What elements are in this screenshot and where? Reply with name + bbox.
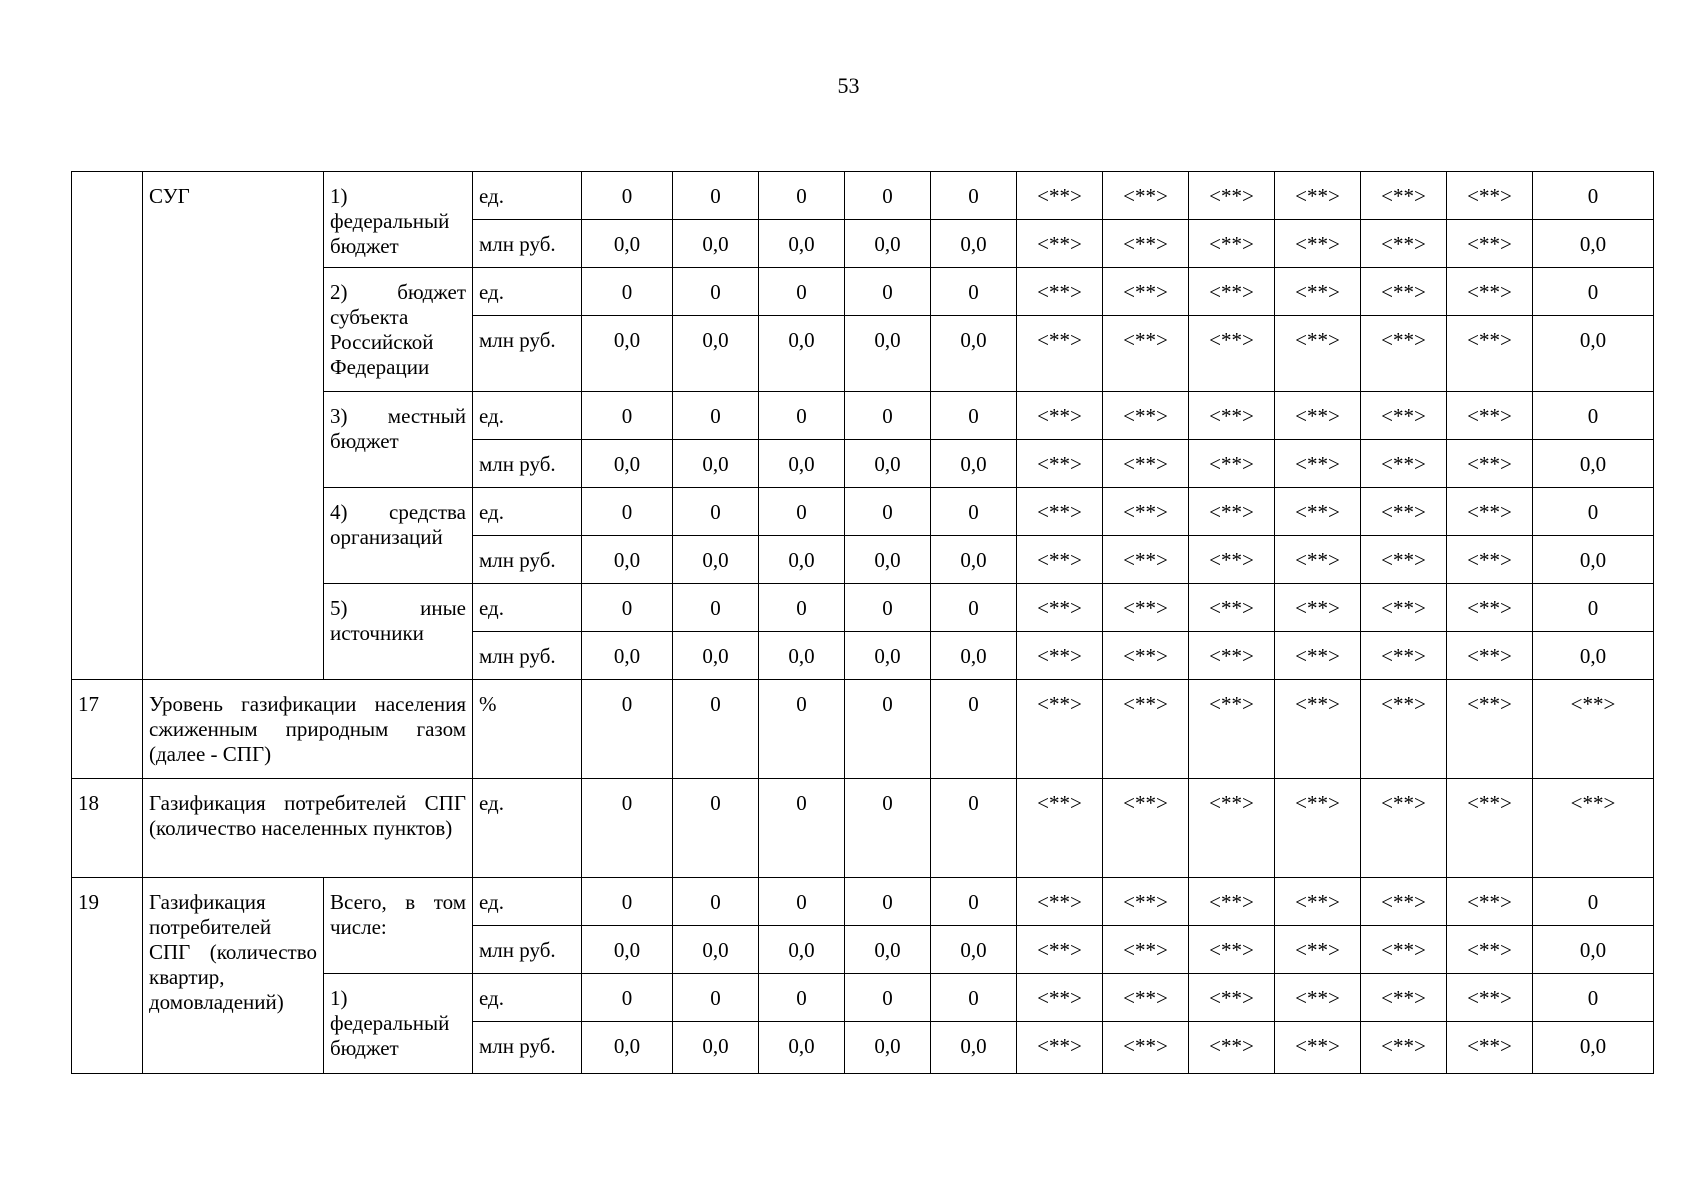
unit-cell: ед. — [473, 779, 582, 878]
value-cell: <**> — [1275, 584, 1361, 632]
value-cell: 0,0 — [845, 632, 931, 680]
value-cell: 0,0 — [931, 1022, 1017, 1074]
value-cell: 0,0 — [845, 536, 931, 584]
value-cell: 0 — [931, 779, 1017, 878]
value-cell: 0 — [845, 268, 931, 316]
indicator-table — [71, 171, 1654, 1074]
value-cell: <**> — [1017, 172, 1103, 220]
value-cell: <**> — [1103, 316, 1189, 392]
value-cell: 0 — [673, 779, 759, 878]
value-cell: <**> — [1017, 878, 1103, 926]
unit-cell: ед. — [473, 488, 582, 536]
value-cell: 0,0 — [845, 926, 931, 974]
value-cell: <**> — [1533, 779, 1654, 878]
value-cell: 0 — [759, 779, 845, 878]
value-cell: <**> — [1447, 392, 1533, 440]
value-cell: 0,0 — [582, 440, 673, 488]
value-cell: <**> — [1447, 268, 1533, 316]
value-cell: <**> — [1103, 172, 1189, 220]
value-cell: 0 — [582, 584, 673, 632]
value-cell: <**> — [1447, 926, 1533, 974]
value-cell: <**> — [1275, 392, 1361, 440]
value-cell: 0,0 — [931, 632, 1017, 680]
value-cell: <**> — [1189, 632, 1275, 680]
value-cell: 0 — [582, 779, 673, 878]
unit-cell: млн руб. — [473, 926, 582, 974]
value-cell: 0,0 — [1533, 220, 1654, 268]
value-cell: 0 — [673, 878, 759, 926]
value-cell: 0,0 — [1533, 316, 1654, 392]
unit-cell: млн руб. — [473, 632, 582, 680]
value-cell: 0,0 — [582, 536, 673, 584]
value-cell: <**> — [1189, 779, 1275, 878]
value-cell: 0,0 — [759, 440, 845, 488]
value-cell: <**> — [1447, 172, 1533, 220]
value-cell: 0,0 — [759, 220, 845, 268]
unit-cell: млн руб. — [473, 316, 582, 392]
value-cell: <**> — [1361, 632, 1447, 680]
value-cell: <**> — [1275, 878, 1361, 926]
value-cell: <**> — [1189, 1022, 1275, 1074]
value-cell: 0 — [845, 392, 931, 440]
value-cell: <**> — [1275, 926, 1361, 974]
value-cell: 0,0 — [759, 926, 845, 974]
indicator-name-cell: Газификация потребителей СПГ (количество населенных пунктов) — [143, 779, 473, 878]
value-cell: <**> — [1361, 779, 1447, 878]
funding-source-cell: 2) бюджет субъекта Российской Федерации — [324, 268, 473, 392]
value-cell: <**> — [1361, 220, 1447, 268]
value-cell: 0 — [582, 172, 673, 220]
value-cell: <**> — [1361, 488, 1447, 536]
value-cell: 0 — [582, 974, 673, 1022]
value-cell: <**> — [1275, 1022, 1361, 1074]
value-cell: <**> — [1103, 392, 1189, 440]
value-cell: <**> — [1017, 488, 1103, 536]
value-cell: 0 — [759, 680, 845, 779]
value-cell: 0 — [931, 878, 1017, 926]
value-cell: <**> — [1447, 632, 1533, 680]
value-cell: <**> — [1189, 392, 1275, 440]
value-cell: 0 — [845, 680, 931, 779]
value-cell: 0 — [845, 172, 931, 220]
value-cell: <**> — [1275, 220, 1361, 268]
value-cell: 0,0 — [931, 220, 1017, 268]
value-cell: 0 — [673, 584, 759, 632]
value-cell: <**> — [1189, 172, 1275, 220]
value-cell: 0 — [673, 488, 759, 536]
table-row — [72, 779, 1654, 878]
value-cell: <**> — [1017, 974, 1103, 1022]
value-cell: 0,0 — [582, 316, 673, 392]
value-cell: <**> — [1189, 316, 1275, 392]
value-cell: 0,0 — [673, 220, 759, 268]
unit-cell: млн руб. — [473, 1022, 582, 1074]
value-cell: 0 — [931, 268, 1017, 316]
value-cell: 0,0 — [673, 926, 759, 974]
value-cell: 0 — [931, 172, 1017, 220]
value-cell: 0,0 — [931, 926, 1017, 974]
indicator-name-cell: СУГ — [143, 172, 324, 680]
value-cell: 0,0 — [845, 1022, 931, 1074]
value-cell: <**> — [1361, 584, 1447, 632]
value-cell: 0 — [673, 974, 759, 1022]
value-cell: 0 — [673, 172, 759, 220]
value-cell: <**> — [1189, 220, 1275, 268]
value-cell: <**> — [1361, 316, 1447, 392]
row-number-cell — [72, 172, 143, 680]
value-cell: 0 — [673, 268, 759, 316]
value-cell: <**> — [1447, 1022, 1533, 1074]
unit-cell: млн руб. — [473, 220, 582, 268]
value-cell: <**> — [1361, 878, 1447, 926]
value-cell: <**> — [1361, 440, 1447, 488]
value-cell: 0,0 — [845, 220, 931, 268]
value-cell: 0,0 — [759, 536, 845, 584]
unit-cell: ед. — [473, 974, 582, 1022]
value-cell: <**> — [1275, 440, 1361, 488]
value-cell: <**> — [1447, 584, 1533, 632]
value-cell: <**> — [1103, 268, 1189, 316]
row-number-cell: 18 — [72, 779, 143, 878]
unit-cell: ед. — [473, 392, 582, 440]
value-cell: 0 — [582, 392, 673, 440]
value-cell: <**> — [1103, 878, 1189, 926]
value-cell: <**> — [1447, 440, 1533, 488]
value-cell: <**> — [1017, 536, 1103, 584]
value-cell: 0,0 — [759, 1022, 845, 1074]
value-cell: <**> — [1361, 268, 1447, 316]
unit-cell: % — [473, 680, 582, 779]
value-cell: 0,0 — [1533, 440, 1654, 488]
value-cell: <**> — [1361, 974, 1447, 1022]
value-cell: 0,0 — [673, 536, 759, 584]
value-cell: <**> — [1189, 926, 1275, 974]
value-cell: <**> — [1189, 974, 1275, 1022]
value-cell: <**> — [1017, 268, 1103, 316]
value-cell: 0,0 — [673, 316, 759, 392]
value-cell: <**> — [1103, 632, 1189, 680]
unit-cell: млн руб. — [473, 536, 582, 584]
value-cell: <**> — [1361, 680, 1447, 779]
value-cell: 0,0 — [582, 632, 673, 680]
value-cell: 0,0 — [1533, 632, 1654, 680]
page-number: 53 — [837, 73, 860, 98]
value-cell: <**> — [1275, 268, 1361, 316]
value-cell: 0,0 — [673, 1022, 759, 1074]
value-cell: <**> — [1533, 680, 1654, 779]
value-cell: <**> — [1189, 488, 1275, 536]
value-cell: 0 — [759, 878, 845, 926]
funding-source-cell: 1) федеральный бюджет — [324, 974, 473, 1074]
value-cell: 0 — [1533, 878, 1654, 926]
value-cell: 0,0 — [845, 440, 931, 488]
unit-cell: ед. — [473, 172, 582, 220]
value-cell: <**> — [1017, 392, 1103, 440]
value-cell: 0 — [931, 584, 1017, 632]
funding-source-cell: 5) иные источники — [324, 584, 473, 680]
value-cell: 0 — [931, 974, 1017, 1022]
value-cell: <**> — [1103, 974, 1189, 1022]
value-cell: <**> — [1017, 632, 1103, 680]
value-cell: 0,0 — [931, 316, 1017, 392]
value-cell: 0 — [759, 974, 845, 1022]
value-cell: <**> — [1361, 536, 1447, 584]
value-cell: 0,0 — [582, 220, 673, 268]
value-cell: 0,0 — [1533, 536, 1654, 584]
value-cell: 0 — [759, 268, 845, 316]
value-cell: <**> — [1103, 488, 1189, 536]
value-cell: 0 — [582, 680, 673, 779]
value-cell: 0,0 — [759, 316, 845, 392]
value-cell: 0 — [673, 680, 759, 779]
value-cell: 0 — [673, 392, 759, 440]
value-cell: <**> — [1103, 536, 1189, 584]
value-cell: 0 — [759, 488, 845, 536]
value-cell: <**> — [1275, 316, 1361, 392]
value-cell: 0,0 — [1533, 926, 1654, 974]
value-cell: 0 — [759, 584, 845, 632]
value-cell: 0,0 — [845, 316, 931, 392]
value-cell: 0 — [931, 392, 1017, 440]
value-cell: 0,0 — [759, 632, 845, 680]
funding-source-cell: 1) федеральный бюджет — [324, 172, 473, 268]
value-cell: <**> — [1189, 680, 1275, 779]
value-cell: 0,0 — [931, 440, 1017, 488]
value-cell: 0 — [1533, 392, 1654, 440]
funding-source-cell: 3) местный бюджет — [324, 392, 473, 488]
row-number-cell: 19 — [72, 878, 143, 1074]
value-cell: 0 — [931, 680, 1017, 779]
value-cell: 0,0 — [673, 440, 759, 488]
value-cell: <**> — [1447, 680, 1533, 779]
value-cell: <**> — [1275, 974, 1361, 1022]
unit-cell: ед. — [473, 268, 582, 316]
value-cell: <**> — [1017, 926, 1103, 974]
value-cell: <**> — [1447, 974, 1533, 1022]
value-cell: <**> — [1103, 1022, 1189, 1074]
value-cell: 0 — [1533, 172, 1654, 220]
value-cell: <**> — [1275, 632, 1361, 680]
table-row — [72, 172, 1654, 220]
value-cell: <**> — [1017, 680, 1103, 779]
value-cell: 0 — [931, 488, 1017, 536]
value-cell: <**> — [1103, 680, 1189, 779]
table-row — [72, 680, 1654, 779]
value-cell: <**> — [1017, 220, 1103, 268]
value-cell: <**> — [1447, 779, 1533, 878]
value-cell: <**> — [1447, 220, 1533, 268]
table-row — [72, 878, 1654, 926]
value-cell: 0,0 — [673, 632, 759, 680]
value-cell: <**> — [1189, 268, 1275, 316]
value-cell: <**> — [1017, 440, 1103, 488]
value-cell: 0 — [582, 268, 673, 316]
indicator-name-cell: Уровень газификации населения сжиженным природным газом (далее - СПГ) — [143, 680, 473, 779]
value-cell: <**> — [1189, 878, 1275, 926]
value-cell: <**> — [1361, 392, 1447, 440]
value-cell: 0,0 — [1533, 1022, 1654, 1074]
unit-cell: ед. — [473, 584, 582, 632]
value-cell: 0 — [582, 878, 673, 926]
value-cell: 0 — [759, 172, 845, 220]
unit-cell: ед. — [473, 878, 582, 926]
value-cell: <**> — [1275, 536, 1361, 584]
value-cell: 0 — [582, 488, 673, 536]
value-cell: <**> — [1103, 584, 1189, 632]
value-cell: <**> — [1447, 878, 1533, 926]
value-cell: <**> — [1361, 172, 1447, 220]
value-cell: <**> — [1017, 584, 1103, 632]
value-cell: <**> — [1361, 926, 1447, 974]
value-cell: <**> — [1447, 316, 1533, 392]
value-cell: <**> — [1275, 680, 1361, 779]
value-cell: 0,0 — [582, 926, 673, 974]
funding-source-cell: 4) средства организаций — [324, 488, 473, 584]
value-cell: 0 — [845, 488, 931, 536]
value-cell: <**> — [1103, 440, 1189, 488]
value-cell: <**> — [1017, 779, 1103, 878]
value-cell: 0,0 — [931, 536, 1017, 584]
unit-cell: млн руб. — [473, 440, 582, 488]
value-cell: <**> — [1189, 440, 1275, 488]
indicator-name-cell: Газификация потребителей СПГ (количество квартир, домовладений) — [143, 878, 324, 1074]
value-cell: <**> — [1361, 1022, 1447, 1074]
value-cell: <**> — [1017, 316, 1103, 392]
value-cell: 0 — [1533, 268, 1654, 316]
value-cell: 0 — [1533, 488, 1654, 536]
value-cell: <**> — [1447, 488, 1533, 536]
value-cell: <**> — [1189, 584, 1275, 632]
value-cell: 0 — [845, 584, 931, 632]
value-cell: <**> — [1103, 220, 1189, 268]
value-cell: <**> — [1189, 536, 1275, 584]
value-cell: <**> — [1275, 172, 1361, 220]
value-cell: 0 — [845, 878, 931, 926]
value-cell: 0 — [845, 779, 931, 878]
value-cell: 0 — [845, 974, 931, 1022]
value-cell: <**> — [1103, 926, 1189, 974]
value-cell: <**> — [1017, 1022, 1103, 1074]
value-cell: <**> — [1103, 779, 1189, 878]
value-cell: 0 — [1533, 974, 1654, 1022]
value-cell: 0,0 — [582, 1022, 673, 1074]
value-cell: <**> — [1275, 488, 1361, 536]
row-number-cell: 17 — [72, 680, 143, 779]
value-cell: 0 — [1533, 584, 1654, 632]
value-cell: <**> — [1447, 536, 1533, 584]
value-cell: <**> — [1275, 779, 1361, 878]
value-cell: 0 — [759, 392, 845, 440]
funding-source-cell: Всего, в том числе: — [324, 878, 473, 974]
